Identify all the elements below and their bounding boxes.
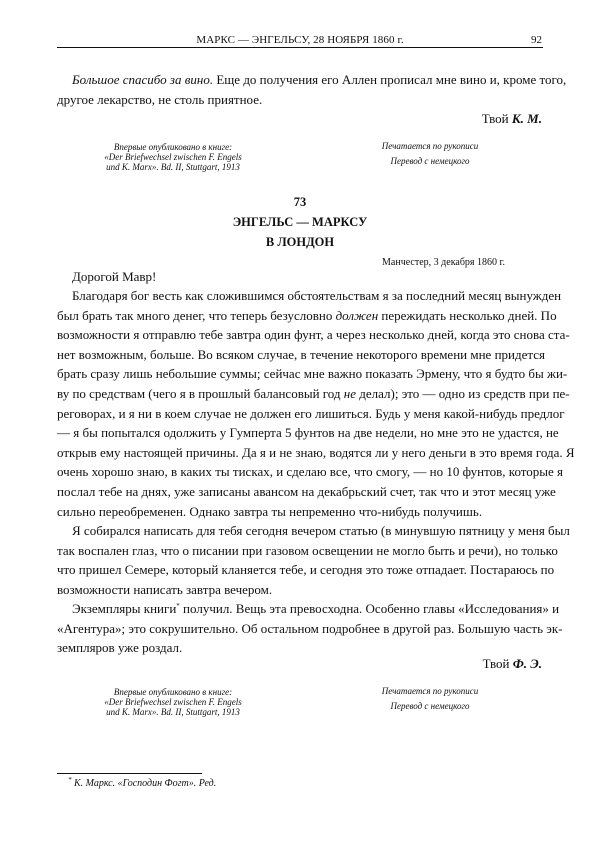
text-line: [57, 462, 564, 482]
note-line: Печатается по рукописи: [381, 141, 479, 151]
text-segment: что пришел Семере, который кланяется тебе, и сегодня это тоже отпадает. Постараюсь по: [57, 562, 555, 578]
text-line: [57, 619, 563, 639]
text-segment: земпляров уже роздал.: [57, 640, 183, 656]
signature-initials: К. М.: [511, 111, 542, 126]
note-line: und K. Marx». Bd. II, Stuttgart, 1913: [106, 162, 240, 173]
text-segment: был брать так много денег, что теперь безусловно: [57, 307, 336, 323]
footnote: [68, 778, 216, 789]
text-segment: пережидать несколько дней. По: [378, 307, 557, 323]
letter-title: ЭНГЕЛЬС — МАРКСУ: [232, 215, 368, 229]
header-rule: [57, 47, 543, 48]
note-line: Впервые опубликовано в книге:: [113, 687, 233, 697]
text-segment: Еще до получения его Аллен прописал мне вино и, кроме того,: [213, 72, 567, 87]
text-segment: брать сразу лишь небольшие суммы; сейчас мне важно показать Эрмену, что я будто бы жи-: [57, 366, 568, 382]
text-line: [57, 70, 567, 90]
text-segment: — я бы попытался одолжить у Гумперта 5 фунтов на две недели, но мне это не удастся, не: [57, 425, 559, 441]
publication-note: [93, 142, 253, 173]
text-segment: послал тебе на днях, уже записаны авансом на декабрьский счет, так что и этот месяц уже: [57, 483, 556, 499]
text-line: [57, 482, 556, 502]
letter2-paragraph-3: [57, 599, 563, 658]
text-line: [57, 443, 575, 463]
note-line: Перевод с немецкого: [390, 701, 470, 711]
footnote-marker: *: [68, 776, 72, 784]
text-segment: нет возможным, больше. Во всяком случае, в течение некоторого времени мне придется: [57, 346, 545, 362]
text-line: [57, 325, 570, 345]
text-line: [57, 306, 557, 326]
letter1-paragraph: [57, 70, 567, 109]
text-segment: Экземпляры книги: [72, 601, 177, 616]
text-segment: получил. Вещь эта превосходна. Особенно главы «Исследования» и: [179, 601, 560, 616]
text-segment: Благодаря бог весть как сложившимся обстоятельствам я за последний месяц вынужден: [72, 288, 562, 303]
text-segment: Я собирался написать для тебя сегодня вечером статью (в минувшую пятницу у меня был: [72, 523, 570, 538]
note-line: Впервые опубликовано в книге:: [113, 142, 233, 152]
text-line: [57, 286, 562, 306]
publication-note: [93, 687, 253, 718]
letter-number: 73: [293, 195, 307, 209]
note-line: und K. Marx». Bd. II, Stuttgart, 1913: [106, 707, 240, 718]
emphasis-text: должен: [335, 307, 379, 323]
source-note: [350, 684, 510, 714]
text-segment: очень хорошо знаю, в каких ты тисках, и сделаю все, что смогу, — но 10 фунтов, которые я: [57, 464, 564, 480]
text-segment: открыв ему настоящей причины. Да я и не знаю, водятся ли у него деньги в это время года. Я: [57, 444, 575, 460]
place-date: Манчестер, 3 декабря 1860 г.: [382, 257, 505, 268]
text-line: [57, 541, 558, 561]
running-header-title: МАРКС — ЭНГЕЛЬСУ, 28 НОЯБРЯ 1860 г.: [196, 34, 404, 46]
signature-prefix: Твой: [481, 111, 509, 126]
text-line: [57, 560, 555, 580]
text-line: [57, 384, 570, 404]
letter2-paragraph-2: [57, 521, 570, 599]
letter-subtitle: В ЛОНДОН: [265, 235, 335, 249]
text-segment: сильно переобременен. Однако завтра ты непременно что-нибудь получишь.: [57, 503, 483, 519]
text-segment: делал); это — одно из средств при пе-: [356, 385, 570, 401]
text-line: [57, 423, 559, 443]
text-segment: «Агентура»; это сокрушительно. Об остальном подробнее в другой раз. Большую часть эк-: [57, 620, 563, 636]
note-line: «Der Briefwechsel zwischen F. Engels: [104, 697, 242, 708]
text-line: [57, 521, 570, 541]
signature-initials: Ф. Э.: [512, 656, 542, 671]
text-segment: другое лекарство, не столь приятное.: [57, 91, 263, 107]
text-line: [57, 404, 565, 424]
signature-prefix: Твой: [482, 656, 510, 671]
footnote-text: К. Маркс. «Господин Фогт». Ред.: [74, 778, 217, 789]
letter2-paragraph-1: [57, 286, 575, 521]
emphasis-text: не: [343, 385, 357, 401]
text-line: [57, 580, 543, 600]
greeting: Дорогой Мавр!: [72, 269, 157, 284]
footnote-rule: [57, 773, 202, 774]
letter2-signature: [483, 656, 542, 672]
source-note: [350, 139, 510, 169]
note-line: Перевод с немецкого: [390, 156, 470, 166]
text-segment: так воспален глаз, что о писании при газовом освещении не могло быть и речи), но только: [57, 542, 558, 558]
note-line: «Der Briefwechsel zwischen F. Engels: [104, 152, 242, 163]
text-segment: ву по средствам (чего я в прошлый балансовый год: [57, 385, 344, 401]
text-line: [57, 638, 543, 658]
text-line: [57, 599, 560, 619]
page-number: 92: [531, 34, 542, 46]
text-segment: возможности написать завтра вечером.: [57, 581, 273, 597]
text-segment: возможности я отправлю тебе завтра один фунт, а через несколько дней, когда это снова ста-: [57, 327, 570, 343]
text-line: [57, 90, 543, 110]
text-segment: реговорах, и я ни в коем случае не должен его лишиться. Будь у меня какой-нибудь предлог: [57, 405, 565, 421]
text-line: [57, 364, 568, 384]
footnote-ref: *: [176, 602, 180, 610]
text-line: [57, 345, 543, 365]
letter1-signature: [482, 111, 542, 127]
emphasis-text: Большое спасибо за вино.: [72, 72, 214, 87]
note-line: Печатается по рукописи: [381, 686, 479, 696]
text-line: [57, 502, 543, 522]
